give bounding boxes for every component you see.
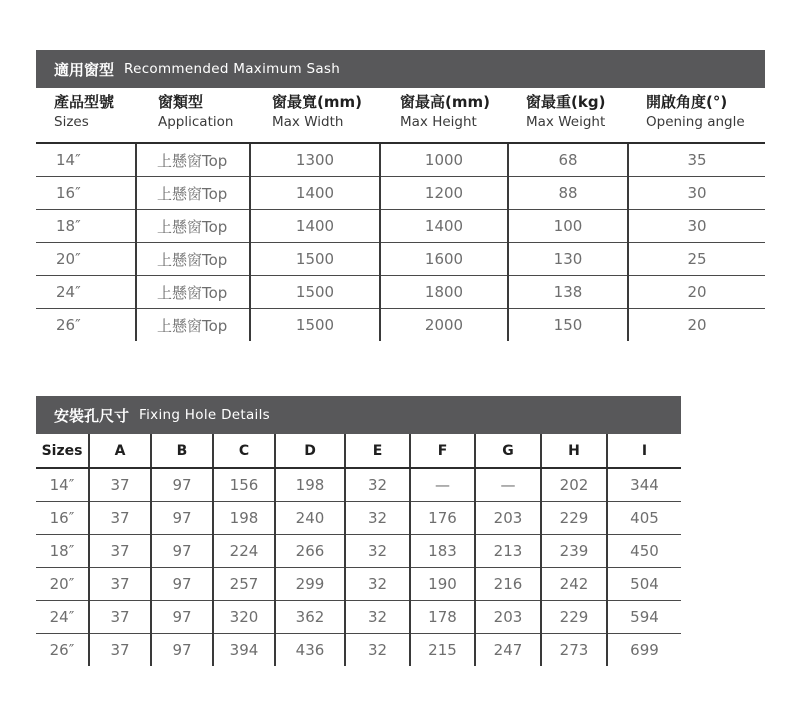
cell-application: 上懸窗Top bbox=[136, 243, 250, 276]
cell-a: 37 bbox=[89, 601, 151, 634]
cell-d: 436 bbox=[275, 634, 345, 667]
sash-table bbox=[36, 88, 765, 341]
cell-h: 229 bbox=[541, 601, 607, 634]
cell-opening-angle: 20 bbox=[628, 309, 765, 342]
cell-a: 37 bbox=[89, 634, 151, 667]
table-row bbox=[36, 276, 765, 309]
cell-max-width: 1400 bbox=[250, 177, 380, 210]
cell-h: 242 bbox=[541, 568, 607, 601]
header-max-height: 窗最高(mm) Max Height bbox=[380, 88, 508, 143]
cell-max-height: 1200 bbox=[380, 177, 508, 210]
cell-max-height: 1400 bbox=[380, 210, 508, 243]
table-row bbox=[36, 601, 681, 634]
header-d: D bbox=[275, 434, 345, 468]
cell-size: 14″ bbox=[36, 468, 89, 502]
cell-application: 上懸窗Top bbox=[136, 177, 250, 210]
cell-c: 224 bbox=[213, 535, 275, 568]
header-f: F bbox=[410, 434, 475, 468]
cell-f: — bbox=[410, 468, 475, 502]
cell-f: 215 bbox=[410, 634, 475, 667]
cell-c: 156 bbox=[213, 468, 275, 502]
cell-size: 26″ bbox=[49, 641, 75, 659]
cell-d: 299 bbox=[275, 568, 345, 601]
cell-i: 594 bbox=[607, 601, 681, 634]
cell-application: 上懸窗Top bbox=[136, 143, 250, 177]
cell-b: 97 bbox=[151, 601, 213, 634]
cell-c: 394 bbox=[213, 634, 275, 667]
cell-opening-angle: 25 bbox=[628, 243, 765, 276]
fixing-table-banner bbox=[36, 396, 681, 434]
table-row bbox=[36, 143, 765, 177]
cell-g: 213 bbox=[475, 535, 541, 568]
cell-size: 24″ bbox=[36, 276, 136, 309]
table-row bbox=[36, 210, 765, 243]
table-row bbox=[36, 243, 765, 276]
cell-f: 190 bbox=[410, 568, 475, 601]
cell-a: 37 bbox=[89, 502, 151, 535]
cell-size: 18″ bbox=[36, 210, 136, 243]
table-row bbox=[36, 468, 681, 502]
cell-max-weight: 100 bbox=[508, 210, 628, 243]
cell-d: 266 bbox=[275, 535, 345, 568]
cell-c: 257 bbox=[213, 568, 275, 601]
cell-opening-angle: 30 bbox=[628, 210, 765, 243]
cell-f: 178 bbox=[410, 601, 475, 634]
cell-a: 37 bbox=[89, 468, 151, 502]
cell-max-width: 1500 bbox=[250, 243, 380, 276]
cell-b: 97 bbox=[151, 502, 213, 535]
cell-application: 上懸窗Top bbox=[136, 309, 250, 342]
cell-a: 37 bbox=[89, 535, 151, 568]
cell-application: 上懸窗Top bbox=[136, 210, 250, 243]
header-max-weight: 窗最重(kg) Max Weight bbox=[508, 88, 628, 143]
cell-g: — bbox=[475, 468, 541, 502]
cell-size: 16″ bbox=[36, 502, 89, 535]
header-h: H bbox=[541, 434, 607, 468]
cell-h: 202 bbox=[541, 468, 607, 502]
cell-b: 97 bbox=[151, 535, 213, 568]
header-opening-angle: 開啟角度(°) Opening angle bbox=[628, 88, 765, 143]
fixing-table-title-en: Fixing Hole Details bbox=[139, 407, 270, 423]
cell-e: 32 bbox=[345, 601, 410, 634]
cell-f: 183 bbox=[410, 535, 475, 568]
cell-d: 240 bbox=[275, 502, 345, 535]
cell-i: 344 bbox=[607, 468, 681, 502]
cell-c: 198 bbox=[213, 502, 275, 535]
cell-max-height: 2000 bbox=[380, 309, 508, 342]
cell-max-weight: 150 bbox=[508, 309, 628, 342]
cell-size: 16″ bbox=[36, 177, 136, 210]
cell-size: 24″ bbox=[36, 601, 89, 634]
cell-max-weight: 68 bbox=[508, 143, 628, 177]
cell-max-height: 1000 bbox=[380, 143, 508, 177]
header-c: C bbox=[213, 434, 275, 468]
cell-opening-angle: 30 bbox=[628, 177, 765, 210]
cell-max-width: 1500 bbox=[250, 309, 380, 342]
header-g: G bbox=[475, 434, 541, 468]
fixing-table bbox=[36, 434, 681, 666]
header-e: E bbox=[345, 434, 410, 468]
cell-h: 239 bbox=[541, 535, 607, 568]
cell-size: 18″ bbox=[36, 535, 89, 568]
cell-h: 273 bbox=[541, 634, 607, 667]
cell-g: 216 bbox=[475, 568, 541, 601]
table-row bbox=[36, 309, 765, 342]
cell-size: 26″ bbox=[56, 316, 81, 334]
cell-h: 229 bbox=[541, 502, 607, 535]
cell-i: 699 bbox=[607, 634, 681, 667]
cell-g: 203 bbox=[475, 601, 541, 634]
cell-i: 504 bbox=[607, 568, 681, 601]
cell-opening-angle: 35 bbox=[628, 143, 765, 177]
header-max-width: 窗最寬(mm) Max Width bbox=[250, 88, 380, 143]
header-sizes: Sizes bbox=[36, 434, 89, 468]
cell-b: 97 bbox=[151, 468, 213, 502]
cell-max-width: 1400 bbox=[250, 210, 380, 243]
fixing-table-title-zh: 安裝孔尺寸 bbox=[54, 406, 130, 425]
cell-b: 97 bbox=[151, 568, 213, 601]
sash-table-title-en: Recommended Maximum Sash bbox=[124, 61, 341, 77]
fixing-table-header-row bbox=[36, 434, 681, 468]
cell-e: 32 bbox=[345, 468, 410, 502]
cell-i: 450 bbox=[607, 535, 681, 568]
cell-d: 362 bbox=[275, 601, 345, 634]
cell-g: 247 bbox=[475, 634, 541, 667]
cell-e: 32 bbox=[345, 535, 410, 568]
header-application: 窗類型 Application bbox=[136, 88, 250, 143]
cell-application: 上懸窗Top bbox=[136, 276, 250, 309]
cell-e: 32 bbox=[345, 634, 410, 667]
cell-a: 37 bbox=[89, 568, 151, 601]
cell-max-width: 1500 bbox=[250, 276, 380, 309]
sash-table-header-row bbox=[36, 88, 765, 143]
header-i: I bbox=[607, 434, 681, 468]
cell-max-weight: 130 bbox=[508, 243, 628, 276]
cell-max-weight: 88 bbox=[508, 177, 628, 210]
cell-e: 32 bbox=[345, 502, 410, 535]
header-b: B bbox=[151, 434, 213, 468]
cell-max-weight: 138 bbox=[508, 276, 628, 309]
cell-b: 97 bbox=[151, 634, 213, 667]
cell-size: 20″ bbox=[36, 243, 136, 276]
cell-opening-angle: 20 bbox=[628, 276, 765, 309]
table-row bbox=[36, 634, 681, 667]
table-row bbox=[36, 568, 681, 601]
cell-e: 32 bbox=[345, 568, 410, 601]
header-sizes: 產品型號 Sizes bbox=[36, 88, 136, 143]
cell-g: 203 bbox=[475, 502, 541, 535]
cell-max-height: 1800 bbox=[380, 276, 508, 309]
sash-table-title-zh: 適用窗型 bbox=[54, 60, 115, 79]
cell-f: 176 bbox=[410, 502, 475, 535]
cell-c: 320 bbox=[213, 601, 275, 634]
cell-max-height: 1600 bbox=[380, 243, 508, 276]
table-row bbox=[36, 502, 681, 535]
table-row bbox=[36, 535, 681, 568]
sash-table-banner bbox=[36, 50, 765, 88]
cell-size: 20″ bbox=[36, 568, 89, 601]
cell-i: 405 bbox=[607, 502, 681, 535]
header-a: A bbox=[89, 434, 151, 468]
table-row bbox=[36, 177, 765, 210]
cell-d: 198 bbox=[275, 468, 345, 502]
cell-max-width: 1300 bbox=[250, 143, 380, 177]
cell-size: 14″ bbox=[36, 143, 136, 177]
